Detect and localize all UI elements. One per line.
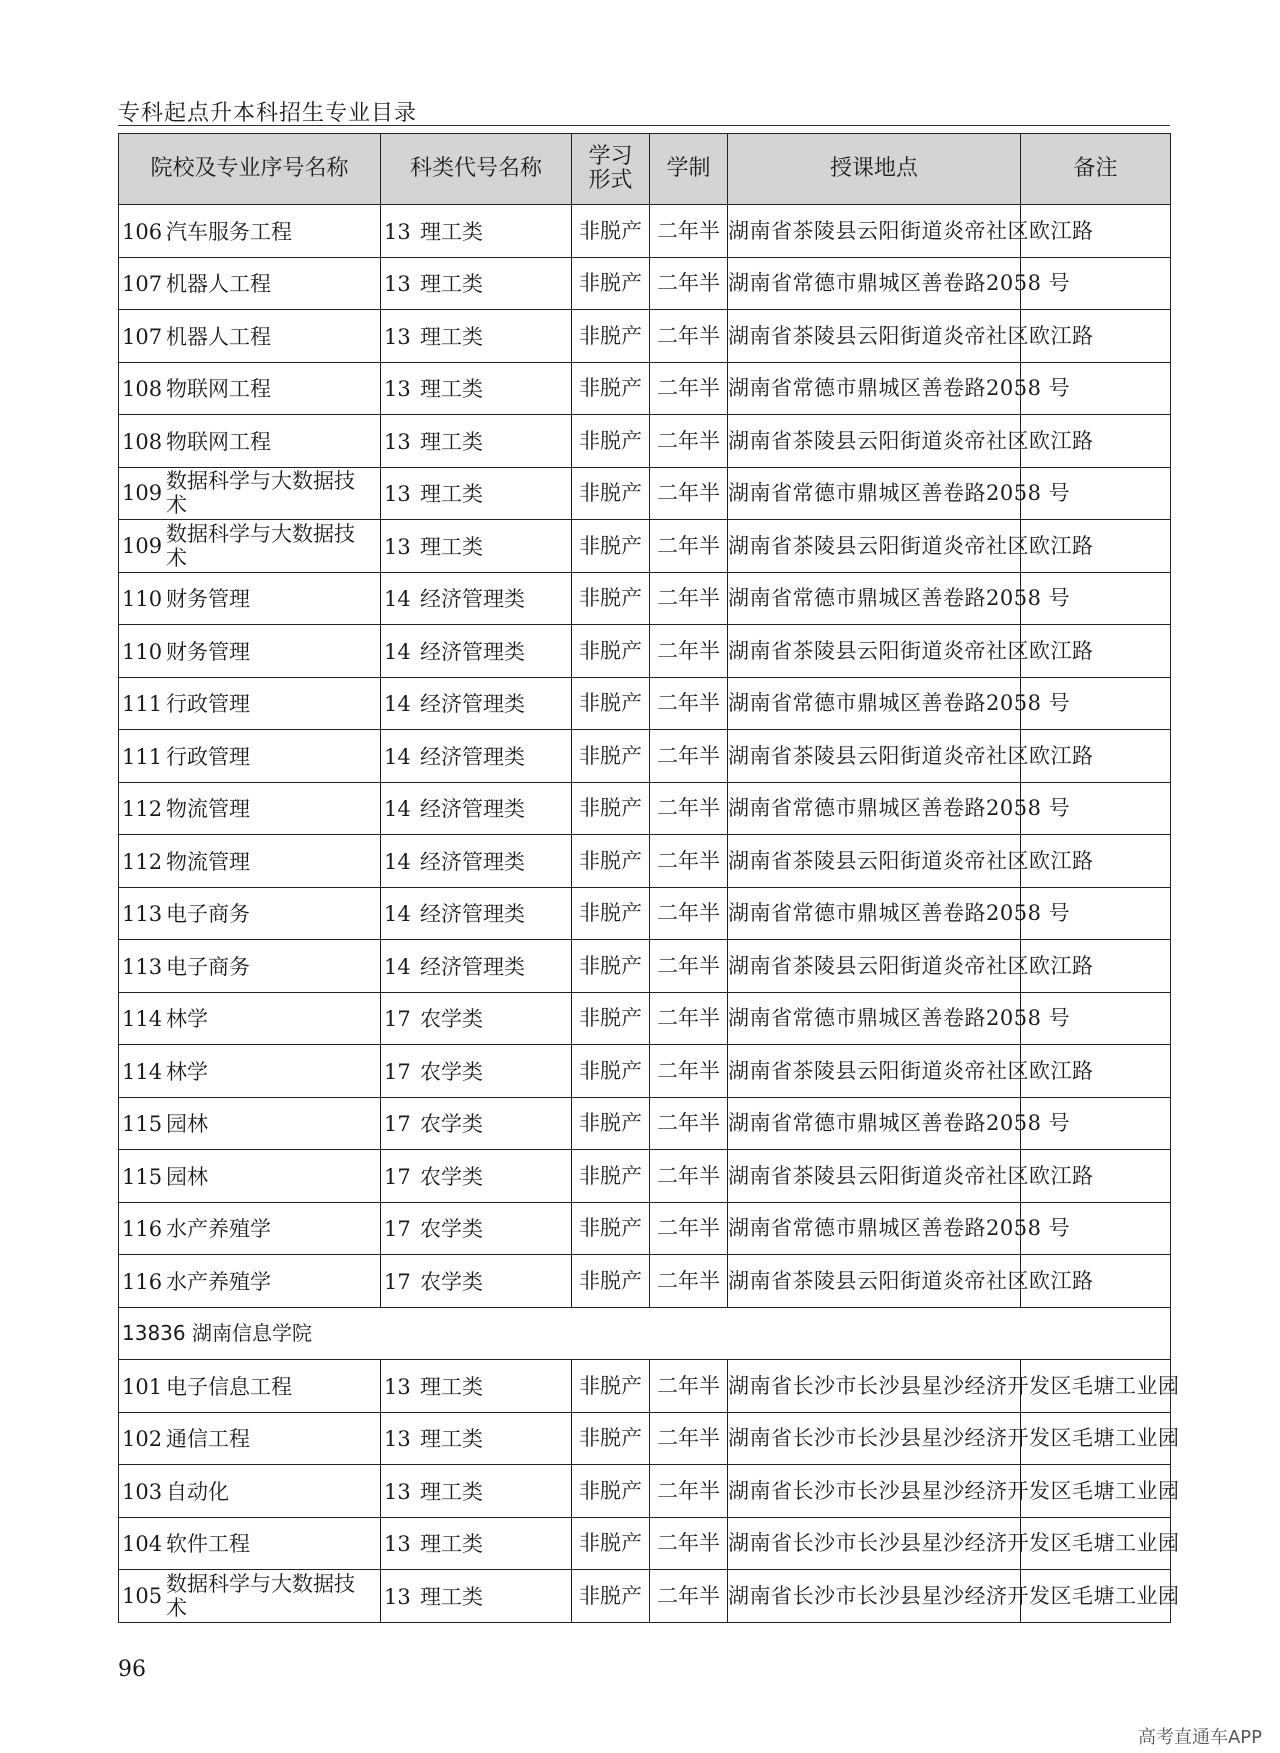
category-name: 理工类 [420,1479,483,1504]
institution-name: 13836 湖南信息学院 [119,1307,1171,1360]
table-row [119,1097,1171,1150]
category-code: 13 [384,429,411,454]
category-code: 14 [384,797,411,821]
category-cell [381,1360,572,1413]
category-name: 理工类 [420,1532,483,1556]
major-cell [119,782,381,835]
major-number: 111 [122,692,163,716]
major-name: 电子商务 [166,902,250,926]
category-cell [381,992,572,1045]
location-cell: 湖南省长沙市长沙县星沙经济开发区毛塘工业园 [728,1465,1021,1518]
category-cell [381,887,572,940]
location-cell: 湖南省常德市鼎城区善卷路2058 号 [728,782,1021,835]
category-code: 13 [384,1427,411,1451]
major-number: 115 [122,1112,163,1136]
duration-cell: 二年半 [650,257,728,310]
major-name: 物流管理 [166,797,250,821]
major-name: 园林 [166,1164,208,1189]
major-cell [119,1097,381,1150]
duration-cell: 二年半 [650,1412,728,1465]
study-mode-cell: 非脱产 [572,992,650,1045]
major-name: 数据科学与大数据技术 [166,469,355,518]
major-number: 106 [122,219,163,244]
major-name: 机器人工程 [166,272,271,296]
category-cell [381,940,572,993]
category-cell [381,415,572,468]
table-row [119,887,1171,940]
duration-cell: 二年半 [650,1570,728,1623]
study-mode-cell: 非脱产 [572,572,650,625]
table-row [119,467,1171,520]
study-mode-cell: 非脱产 [572,1465,650,1518]
major-name: 软件工程 [166,1532,250,1556]
table-row [119,782,1171,835]
study-mode-cell: 非脱产 [572,677,650,730]
major-number: 116 [122,1217,163,1241]
major-cell [119,1360,381,1413]
study-mode-cell: 非脱产 [572,1045,650,1098]
category-cell [381,257,572,310]
table-row [119,940,1171,993]
major-number: 108 [122,377,163,401]
table-row [119,415,1171,468]
category-code: 13 [384,1584,411,1609]
major-name: 行政管理 [166,744,250,769]
table-row [119,835,1171,888]
major-number: 113 [122,902,163,926]
category-name: 理工类 [420,272,483,296]
location-cell: 湖南省茶陵县云阳街道炎帝社区欧江路 [728,310,1021,363]
duration-cell: 二年半 [650,1517,728,1570]
major-cell [119,1412,381,1465]
location-cell: 湖南省长沙市长沙县星沙经济开发区毛塘工业园 [728,1412,1021,1465]
duration-cell: 二年半 [650,677,728,730]
major-cell [119,362,381,415]
major-cell [119,1255,381,1308]
category-code: 14 [384,902,411,926]
major-cell [119,730,381,783]
category-code: 13 [384,1532,411,1556]
duration-cell: 二年半 [650,310,728,363]
category-name: 经济管理类 [420,849,525,874]
location-cell: 湖南省常德市鼎城区善卷路2058 号 [728,1097,1021,1150]
header-study-mode: 学习形式 [572,134,650,205]
category-cell [381,572,572,625]
category-code: 13 [384,324,411,349]
study-mode-cell: 非脱产 [572,782,650,835]
study-mode-cell: 非脱产 [572,1570,650,1623]
table-row [119,730,1171,783]
category-code: 17 [384,1269,411,1294]
major-cell [119,1045,381,1098]
table-row [119,625,1171,678]
major-name: 通信工程 [166,1427,250,1451]
location-cell: 湖南省茶陵县云阳街道炎帝社区欧江路 [728,1255,1021,1308]
major-name: 财务管理 [166,639,250,664]
major-cell [119,415,381,468]
category-cell [381,1255,572,1308]
duration-cell: 二年半 [650,1202,728,1255]
category-cell [381,677,572,730]
major-cell [119,1202,381,1255]
table-row [119,1045,1171,1098]
running-head: 专科起点升本科招生专业目录 [118,101,418,126]
category-cell [381,625,572,678]
table-row [119,1412,1171,1465]
duration-cell: 二年半 [650,992,728,1045]
major-number: 103 [122,1479,163,1504]
major-cell [119,887,381,940]
major-number: 112 [122,849,163,874]
major-cell [119,1150,381,1203]
category-code: 13 [384,1374,411,1399]
location-cell: 湖南省茶陵县云阳街道炎帝社区欧江路 [728,1045,1021,1098]
major-name: 行政管理 [166,692,250,716]
table-row [119,1570,1171,1623]
category-cell [381,362,572,415]
location-cell: 湖南省长沙市长沙县星沙经济开发区毛塘工业园 [728,1360,1021,1413]
major-number: 102 [122,1427,163,1451]
study-mode-cell: 非脱产 [572,1517,650,1570]
study-mode-cell: 非脱产 [572,1255,650,1308]
major-number: 112 [122,797,163,821]
study-mode-cell: 非脱产 [572,940,650,993]
table-row [119,677,1171,730]
duration-cell: 二年半 [650,520,728,573]
category-name: 理工类 [420,324,483,349]
category-code: 14 [384,639,411,664]
table-row [119,1465,1171,1518]
category-code: 14 [384,744,411,769]
location-cell: 湖南省常德市鼎城区善卷路2058 号 [728,1202,1021,1255]
location-cell: 湖南省常德市鼎城区善卷路2058 号 [728,257,1021,310]
major-cell [119,467,381,520]
category-code: 13 [384,219,411,244]
category-cell [381,1517,572,1570]
study-mode-cell: 非脱产 [572,730,650,783]
major-name: 物流管理 [166,849,250,874]
category-code: 17 [384,1217,411,1241]
major-number: 108 [122,429,163,454]
category-name: 经济管理类 [420,692,525,716]
header-location: 授课地点 [728,134,1021,205]
category-name: 理工类 [420,429,483,454]
table-row [119,1517,1171,1570]
major-cell [119,992,381,1045]
location-cell: 湖南省常德市鼎城区善卷路2058 号 [728,992,1021,1045]
category-cell [381,1202,572,1255]
category-name: 理工类 [420,482,483,506]
study-mode-cell: 非脱产 [572,887,650,940]
category-name: 农学类 [420,1112,483,1136]
location-cell: 湖南省长沙市长沙县星沙经济开发区毛塘工业园 [728,1517,1021,1570]
major-name: 数据科学与大数据技术 [166,1571,355,1620]
category-code: 17 [384,1059,411,1084]
category-cell [381,1097,572,1150]
category-name: 农学类 [420,1059,483,1084]
category-code: 13 [384,534,411,559]
table-row [119,205,1171,258]
location-cell: 湖南省长沙市长沙县星沙经济开发区毛塘工业园 [728,1570,1021,1623]
table-row [119,1360,1171,1413]
table-header-row [119,134,1171,205]
major-name: 林学 [166,1059,208,1084]
major-cell [119,257,381,310]
category-name: 理工类 [420,1427,483,1451]
study-mode-cell: 非脱产 [572,1097,650,1150]
study-mode-cell: 非脱产 [572,1150,650,1203]
table-row [119,520,1171,573]
duration-cell: 二年半 [650,730,728,783]
category-code: 14 [384,954,411,979]
table-row [119,992,1171,1045]
major-catalog-table [118,133,1180,1623]
location-cell: 湖南省常德市鼎城区善卷路2058 号 [728,467,1021,520]
category-name: 理工类 [420,219,483,244]
duration-cell: 二年半 [650,1255,728,1308]
major-cell [119,1517,381,1570]
category-cell [381,835,572,888]
major-cell [119,572,381,625]
location-cell: 湖南省茶陵县云阳街道炎帝社区欧江路 [728,415,1021,468]
table-row [119,572,1171,625]
category-cell [381,1412,572,1465]
category-name: 经济管理类 [420,639,525,664]
category-cell [381,1465,572,1518]
category-code: 13 [384,272,411,296]
header-category: 科类代号名称 [381,134,572,205]
category-name: 经济管理类 [420,744,525,769]
category-name: 农学类 [420,1007,483,1031]
duration-cell: 二年半 [650,835,728,888]
major-name: 数据科学与大数据技术 [166,521,355,570]
category-code: 14 [384,692,411,716]
category-name: 经济管理类 [420,587,525,611]
duration-cell: 二年半 [650,467,728,520]
location-cell: 湖南省常德市鼎城区善卷路2058 号 [728,677,1021,730]
category-cell [381,467,572,520]
category-name: 农学类 [420,1269,483,1294]
major-number: 114 [122,1059,163,1084]
major-cell [119,940,381,993]
header-major: 院校及专业序号名称 [119,134,381,205]
major-cell [119,1570,381,1623]
study-mode-cell: 非脱产 [572,362,650,415]
duration-cell: 二年半 [650,1465,728,1518]
major-number: 115 [122,1164,163,1189]
category-cell [381,310,572,363]
study-mode-cell: 非脱产 [572,205,650,258]
category-name: 理工类 [420,377,483,401]
major-number: 101 [122,1374,163,1399]
duration-cell: 二年半 [650,1097,728,1150]
major-number: 110 [122,587,163,611]
major-number: 104 [122,1532,163,1556]
duration-cell: 二年半 [650,625,728,678]
duration-cell: 二年半 [650,782,728,835]
duration-cell: 二年半 [650,205,728,258]
page-number: 96 [118,1657,146,1682]
category-cell [381,730,572,783]
location-cell: 湖南省常德市鼎城区善卷路2058 号 [728,572,1021,625]
location-cell: 湖南省常德市鼎城区善卷路2058 号 [728,887,1021,940]
major-name: 汽车服务工程 [166,219,292,244]
category-code: 17 [384,1164,411,1189]
location-cell: 湖南省常德市鼎城区善卷路2058 号 [728,362,1021,415]
duration-cell: 二年半 [650,940,728,993]
duration-cell: 二年半 [650,887,728,940]
major-cell [119,625,381,678]
category-code: 14 [384,587,411,611]
table-row [119,257,1171,310]
study-mode-cell: 非脱产 [572,835,650,888]
major-name: 林学 [166,1007,208,1031]
header-rule [118,125,1170,126]
category-cell [381,782,572,835]
major-name: 物联网工程 [166,429,271,454]
major-name: 水产养殖学 [166,1269,271,1294]
table-row [119,1255,1171,1308]
category-name: 理工类 [420,1584,483,1609]
duration-cell: 二年半 [650,1045,728,1098]
header-duration: 学制 [650,134,728,205]
table-row [119,1202,1171,1255]
major-number: 110 [122,639,163,664]
category-name: 农学类 [420,1217,483,1241]
category-code: 17 [384,1112,411,1136]
major-name: 物联网工程 [166,377,271,401]
major-number: 109 [122,533,163,558]
location-cell: 湖南省茶陵县云阳街道炎帝社区欧江路 [728,205,1021,258]
category-cell [381,1150,572,1203]
major-number: 116 [122,1269,163,1294]
location-cell: 湖南省茶陵县云阳街道炎帝社区欧江路 [728,1150,1021,1203]
category-cell [381,520,572,573]
category-name: 理工类 [420,1374,483,1399]
major-name: 机器人工程 [166,324,271,349]
category-name: 经济管理类 [420,902,525,926]
major-name: 财务管理 [166,587,250,611]
header-note: 备注 [1021,134,1171,205]
table-row [119,362,1171,415]
category-code: 13 [384,377,411,401]
major-name: 水产养殖学 [166,1217,271,1241]
watermark: 高考直通车APP [1137,1727,1262,1748]
major-number: 111 [122,744,163,769]
major-number: 109 [122,481,163,506]
table-row [119,1150,1171,1203]
study-mode-cell: 非脱产 [572,625,650,678]
major-cell [119,835,381,888]
major-cell [119,520,381,573]
location-cell: 湖南省茶陵县云阳街道炎帝社区欧江路 [728,730,1021,783]
category-name: 理工类 [420,534,483,559]
duration-cell: 二年半 [650,415,728,468]
category-code: 17 [384,1007,411,1031]
major-cell [119,677,381,730]
category-cell [381,205,572,258]
study-mode-cell: 非脱产 [572,1412,650,1465]
study-mode-cell: 非脱产 [572,310,650,363]
category-code: 14 [384,849,411,874]
category-name: 经济管理类 [420,954,525,979]
major-number: 113 [122,954,163,979]
major-number: 114 [122,1007,163,1031]
study-mode-cell: 非脱产 [572,520,650,573]
category-name: 经济管理类 [420,797,525,821]
major-name: 园林 [166,1112,208,1136]
category-cell [381,1570,572,1623]
duration-cell: 二年半 [650,362,728,415]
major-name: 自动化 [166,1479,229,1504]
table-row [119,310,1171,363]
study-mode-cell: 非脱产 [572,1202,650,1255]
study-mode-cell: 非脱产 [572,467,650,520]
duration-cell: 二年半 [650,1150,728,1203]
category-name: 农学类 [420,1164,483,1189]
category-code: 13 [384,482,411,506]
category-cell [381,1045,572,1098]
major-cell [119,310,381,363]
study-mode-cell: 非脱产 [572,257,650,310]
table-body [119,205,1180,1623]
duration-cell: 二年半 [650,572,728,625]
location-cell: 湖南省茶陵县云阳街道炎帝社区欧江路 [728,520,1021,573]
location-cell: 湖南省茶陵县云阳街道炎帝社区欧江路 [728,625,1021,678]
major-cell [119,205,381,258]
location-cell: 湖南省茶陵县云阳街道炎帝社区欧江路 [728,835,1021,888]
major-cell [119,1465,381,1518]
major-name: 电子信息工程 [166,1374,292,1399]
major-name: 电子商务 [166,954,250,979]
location-cell: 湖南省茶陵县云阳街道炎帝社区欧江路 [728,940,1021,993]
major-number: 107 [122,272,163,296]
major-number: 105 [122,1583,163,1608]
study-mode-cell: 非脱产 [572,415,650,468]
institution-row [119,1307,1171,1360]
duration-cell: 二年半 [650,1360,728,1413]
major-number: 107 [122,324,163,349]
category-code: 13 [384,1479,411,1504]
study-mode-cell: 非脱产 [572,1360,650,1413]
